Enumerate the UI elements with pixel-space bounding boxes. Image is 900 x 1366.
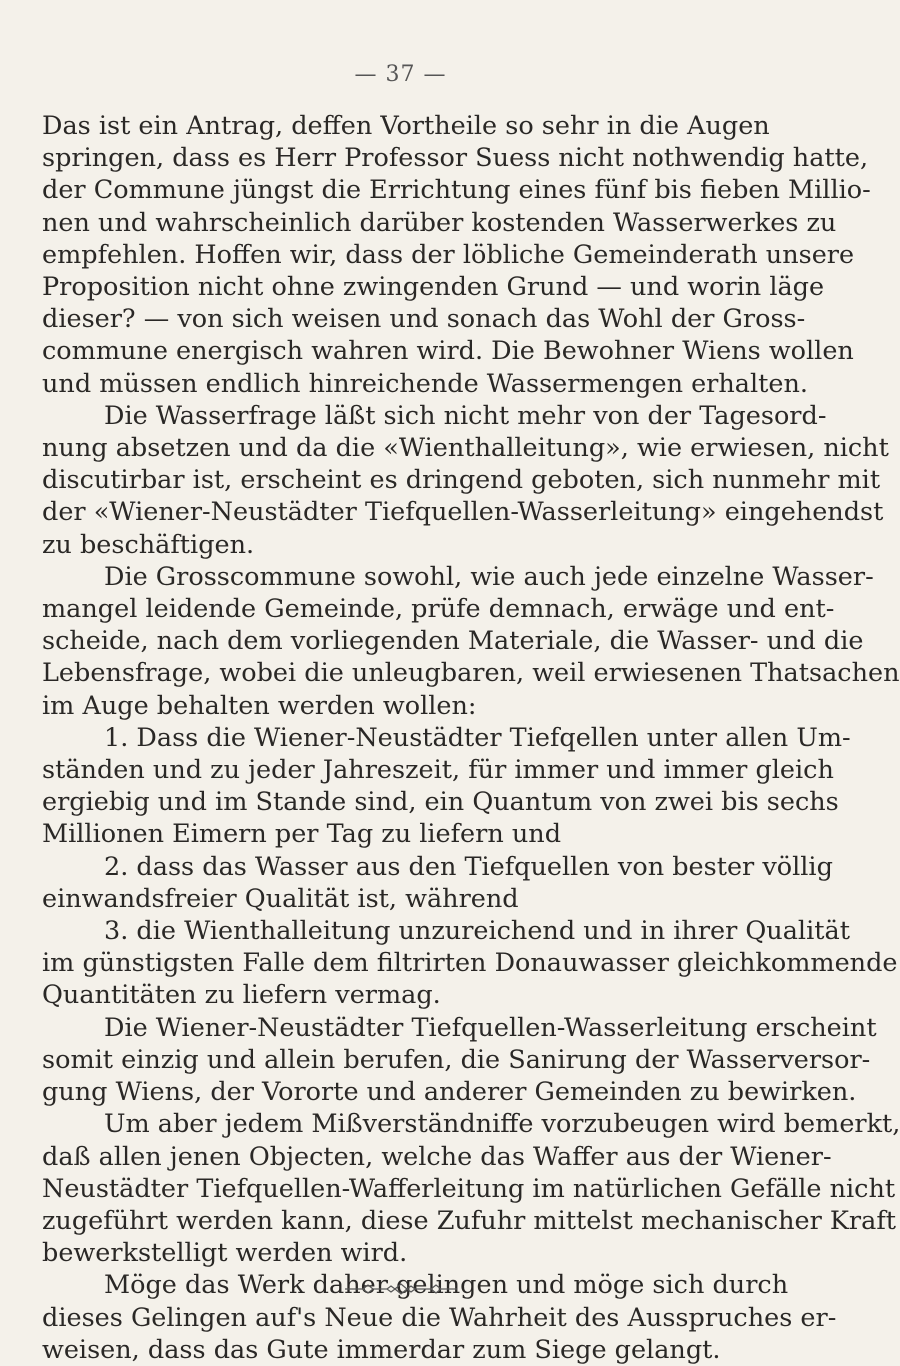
text-line: ständen und zu jeder Jahreszeit, für immer und immer gleich [42,755,834,786]
text-line: dieser? — von sich weisen und sonach das Wohl der Gross- [42,304,806,335]
text-line: Die Wasserfrage läßt sich nicht mehr von der Tagesord- [104,400,827,431]
end-ornament [0,1282,801,1296]
text-line: ergiebig und im Stande sind, ein Quantum von zwei bis sechs [42,787,839,818]
text-line: commune energisch wahren wird. Die Bewohner Wiens wollen [42,336,854,367]
body-text [42,110,900,1366]
text-line: weisen, dass das Gute immerdar zum Siege gelangt. [42,1334,721,1365]
text-line: nung absetzen und da die «Wienthalleitung», wie erwiesen, nicht [42,433,889,464]
text-line: Die Grosscommune sowohl, wie auch jede einzelne Wasser- [104,561,874,592]
text-line: bewerkstelligt werden wird. [42,1238,408,1269]
text-line: Die Wiener-Neustädter Tiefquellen-Wasserleitung erscheint [104,1012,877,1043]
text-line: Lebensfrage, wobei die unleugbaren, weil erwiesenen Thatsachen [42,658,900,689]
text-line: einwandsfreier Qualität ist, während [42,883,519,914]
text-line: dieses Gelingen auf's Neue die Wahrheit des Ausspruches er- [42,1302,837,1333]
text-line: empfehlen. Hoffen wir, dass der löbliche Gemeinderath unsere [42,239,855,270]
text-line: 2. dass das Wasser aus den Tiefquellen von bester völlig [104,851,833,882]
text-line: somit einzig und allein berufen, die Sanirung der Wasserversor- [42,1044,871,1075]
text-line: im günstigsten Falle dem filtrirten Donauwasser gleichkommende [42,948,898,979]
text-line: daß allen jenen Objecten, welche das Waffer aus der Wiener- [42,1141,832,1172]
text-line: zu beschäftigen. [42,529,255,560]
text-line: zugeführt werden kann, diese Zufuhr mittelst mechanischer Kraft [42,1205,897,1236]
text-line: Um aber jedem Mißverständniffe vorzubeugen wird bemerkt, [104,1109,900,1140]
text-line: mangel leidende Gemeinde, prüfe demnach, erwäge und ent- [42,594,835,625]
text-line: Quantitäten zu liefern vermag. [42,980,441,1011]
ornament-flourish-icon [341,1282,461,1296]
text-line: Millionen Eimern per Tag zu liefern und [42,819,562,850]
text-line: 3. die Wienthalleitung unzureichend und in ihrer Qualität [104,916,850,947]
text-line: scheide, nach dem vorliegenden Materiale, die Wasser- und die [42,626,864,657]
text-line: der «Wiener-Neustädter Tiefquellen-Wasserleitung» eingehendst [42,497,884,528]
text-line: Möge das Werk daher gelingen und möge sich durch [104,1270,789,1301]
text-line: nen und wahrscheinlich darüber kostenden Wasserwerkes zu [42,207,837,238]
text-line: 1. Dass die Wiener-Neustädter Tiefqellen unter allen Um- [104,722,851,753]
page-number: — 37 — [354,62,447,87]
text-line: und müssen endlich hinreichende Wassermengen erhalten. [42,368,809,399]
text-line: Neustädter Tiefquellen-Wafferleitung im natürlichen Gefälle nicht [42,1173,896,1204]
text-line: discutirbar ist, erscheint es dringend geboten, sich nunmehr mit [42,465,881,496]
text-line: der Commune jüngst die Errichtung eines fünf bis fieben Millio- [42,175,871,206]
text-line: gung Wiens, der Vororte und anderer Gemeinden zu bewirken. [42,1077,857,1108]
text-line: Das ist ein Antrag, deffen Vortheile so sehr in die Augen [42,111,770,141]
text-line: springen, dass es Herr Professor Suess nicht nothwendig hatte, [42,143,869,174]
text-line: Proposition nicht ohne zwingenden Grund — und worin läge [42,272,825,303]
text-line: im Auge behalten werden wollen: [42,690,477,721]
